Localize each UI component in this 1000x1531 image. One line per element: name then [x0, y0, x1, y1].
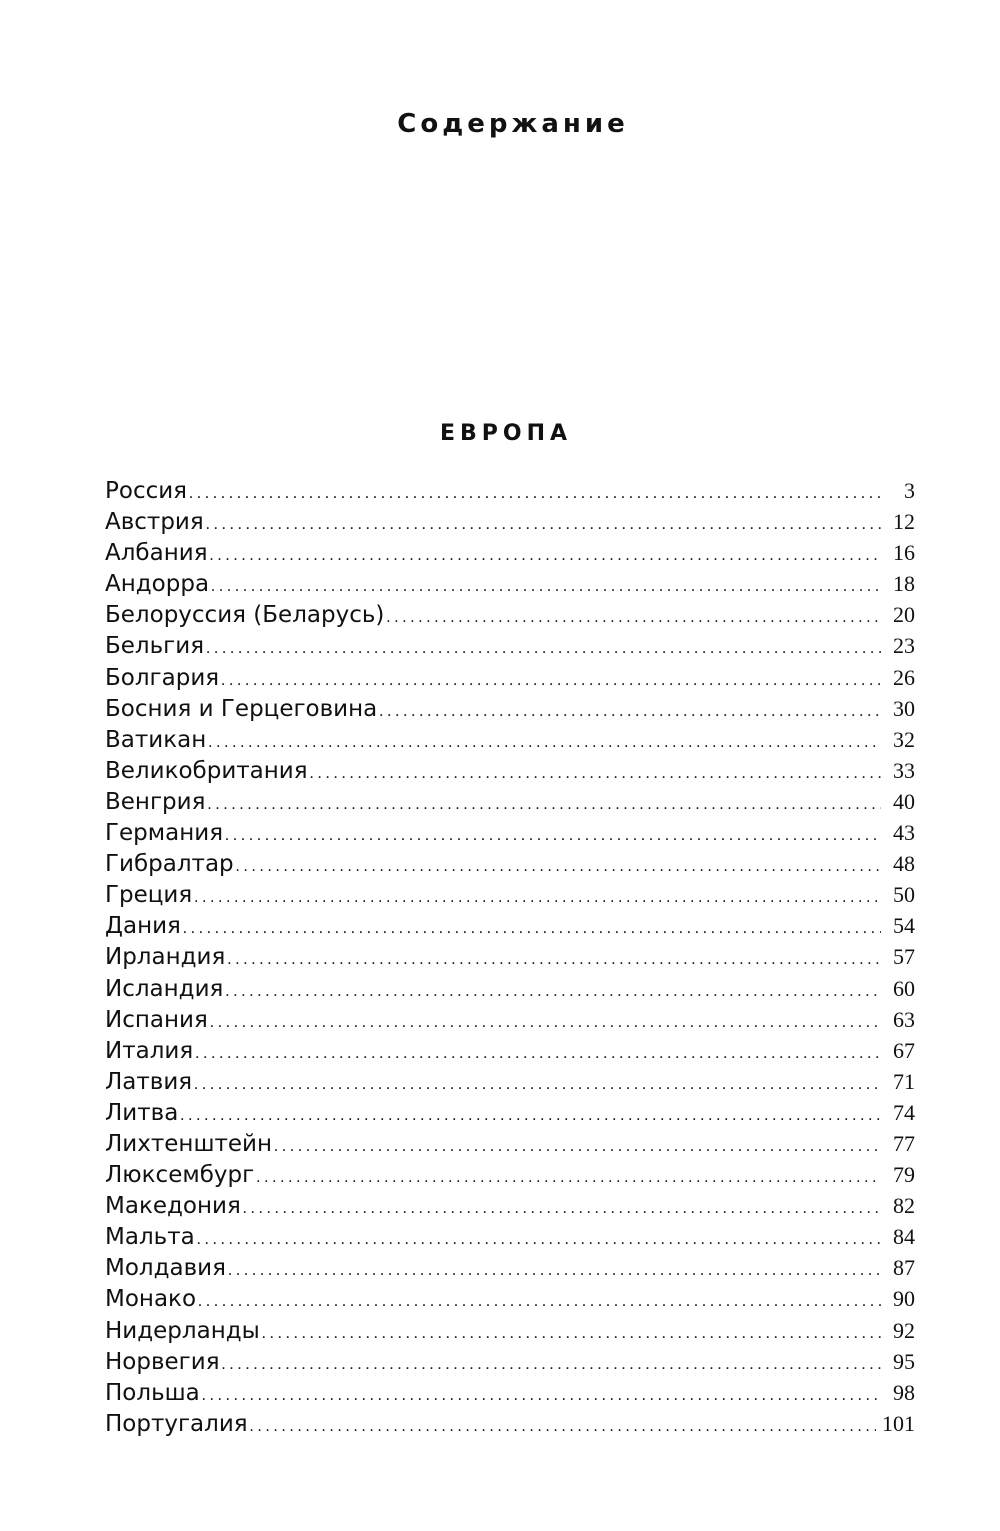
- toc-entry-title: Нидерланды: [105, 1317, 260, 1344]
- dot-leader: [225, 820, 881, 851]
- toc-entry-page-number: 26: [893, 664, 915, 690]
- toc-entry-title: Латвия: [105, 1068, 193, 1095]
- toc-entry-title: Македония: [105, 1193, 241, 1220]
- section-title: ЕВРОПА: [439, 421, 573, 446]
- toc-entry-page-number: 79: [893, 1162, 915, 1188]
- dot-leader: [211, 571, 881, 602]
- dot-leader: [225, 976, 881, 1007]
- dot-leader: [194, 882, 881, 913]
- toc-entry: [105, 1190, 915, 1221]
- toc-entry: [105, 1097, 915, 1128]
- toc-entry-page-number: 77: [893, 1130, 915, 1156]
- toc-entry: [105, 630, 915, 661]
- toc-entry: [105, 1066, 915, 1097]
- dot-leader: [206, 509, 881, 540]
- toc-entry: [105, 910, 915, 941]
- dot-leader: [197, 1224, 881, 1255]
- toc-entry-page-number: 71: [893, 1068, 915, 1094]
- toc-entry-page-number: 57: [893, 944, 915, 970]
- dot-leader: [206, 633, 881, 664]
- toc-entry-page-number: 50: [893, 882, 915, 908]
- toc-entry-title: Монако: [105, 1286, 197, 1313]
- toc-entry-title: Великобритания: [105, 757, 308, 784]
- toc-entry-page-number: 16: [893, 540, 915, 566]
- toc-entry-page-number: 84: [893, 1224, 915, 1250]
- toc-entry-page-number: 48: [893, 851, 915, 877]
- dot-leader: [210, 540, 881, 571]
- toc-entry-title: Бельгия: [105, 633, 205, 660]
- dot-leader: [222, 1349, 881, 1380]
- toc-entry-page-number: 87: [893, 1255, 915, 1281]
- toc-entry-title: Молдавия: [105, 1255, 226, 1282]
- dot-leader: [262, 1318, 881, 1349]
- toc-entry: [105, 1408, 915, 1439]
- toc-entry-page-number: 33: [893, 757, 915, 783]
- toc-entry-page-number: 63: [893, 1006, 915, 1032]
- toc-entry-title: Белоруссия (Беларусь): [105, 602, 385, 629]
- toc-entry: [105, 1159, 915, 1190]
- toc-entry: [105, 1128, 915, 1159]
- toc-entry-title: Россия: [105, 478, 188, 504]
- toc-entry: [105, 693, 915, 724]
- dot-leader: [221, 665, 881, 696]
- toc-entry-title: Австрия: [105, 509, 204, 536]
- dot-leader: [379, 696, 881, 727]
- toc-entry-page-number: 32: [893, 726, 915, 752]
- toc-entry: [105, 506, 915, 537]
- toc-entry-title: Ирландия: [105, 944, 226, 971]
- toc-entry-title: Германия: [105, 820, 224, 847]
- toc-entry-page-number: 40: [893, 788, 915, 814]
- dot-leader: [227, 944, 881, 975]
- toc-entry: [105, 1252, 915, 1283]
- dot-leader: [183, 913, 881, 944]
- toc-entry: [105, 568, 915, 599]
- toc-entry-page-number: 43: [893, 820, 915, 846]
- toc-entry-page-number: 101: [882, 1410, 915, 1436]
- toc-entry: [105, 973, 915, 1004]
- toc-entry: [105, 662, 915, 693]
- dot-leader: [250, 1411, 876, 1442]
- toc-entry-page-number: 30: [893, 695, 915, 721]
- toc-entry-page-number: 54: [893, 913, 915, 939]
- toc-entry-title: Албания: [105, 540, 208, 567]
- dot-leader: [310, 758, 881, 789]
- toc-entry-title: Дания: [105, 913, 181, 940]
- toc-entry-title: Ватикан: [105, 726, 207, 753]
- dot-leader: [243, 1193, 881, 1224]
- page-title: Содержание: [397, 109, 629, 139]
- toc-entry-page-number: 18: [893, 571, 915, 597]
- dot-leader: [236, 851, 881, 882]
- toc-entry-page-number: 95: [893, 1348, 915, 1374]
- toc-entry-title: Литва: [105, 1099, 179, 1126]
- toc-entry: [105, 1346, 915, 1377]
- dot-leader: [202, 1380, 881, 1411]
- toc-entry-title: Болгария: [105, 664, 220, 691]
- toc-entry-page-number: 74: [893, 1099, 915, 1125]
- toc-entry-title: Гибралтар: [105, 851, 234, 878]
- toc-entry-title: Мальта: [105, 1224, 195, 1251]
- dot-leader: [208, 727, 881, 758]
- toc-entry: [105, 879, 915, 910]
- toc-entry: [105, 537, 915, 568]
- toc-entry: [105, 1004, 915, 1035]
- toc-entry-title: Венгрия: [105, 788, 206, 815]
- toc-entry-title: Греция: [105, 882, 193, 909]
- toc-entry-title: Босния и Герцеговина: [105, 695, 378, 722]
- toc-entry-page-number: 60: [893, 975, 915, 1001]
- toc-entry-page-number: 90: [893, 1286, 915, 1312]
- toc-entry-title: Польша: [105, 1379, 200, 1406]
- toc-entry: [105, 599, 915, 630]
- toc-entry-title: Исландия: [105, 975, 224, 1002]
- dot-leader: [194, 1069, 881, 1100]
- dot-leader: [180, 1100, 881, 1131]
- dot-leader: [207, 789, 881, 820]
- toc-entry-title: Италия: [105, 1037, 194, 1064]
- toc-entry-page-number: 3: [904, 478, 915, 503]
- dot-leader: [228, 1255, 881, 1286]
- toc-entry: [105, 848, 915, 879]
- toc-entry-title: Норвегия: [105, 1348, 220, 1375]
- toc-entry-page-number: 23: [893, 633, 915, 659]
- toc-entry-title: Испания: [105, 1006, 208, 1033]
- toc-entry-page-number: 92: [893, 1317, 915, 1343]
- toc-entry-page-number: 20: [893, 602, 915, 628]
- dot-leader: [386, 602, 881, 633]
- toc-entry: [105, 1221, 915, 1252]
- toc-entry-title: Люксембург: [105, 1162, 255, 1189]
- toc-entry-page-number: 82: [893, 1193, 915, 1219]
- toc-entry: [105, 786, 915, 817]
- dot-leader: [198, 1286, 881, 1317]
- toc-entry-page-number: 67: [893, 1037, 915, 1063]
- toc-entry: [105, 755, 915, 786]
- dot-leader: [274, 1131, 881, 1162]
- toc-entry: [105, 941, 915, 972]
- dot-leader: [256, 1162, 881, 1193]
- toc-entry: [105, 1315, 915, 1346]
- toc-entry: [105, 1283, 915, 1314]
- dot-leader: [189, 478, 881, 509]
- dot-leader: [210, 1007, 881, 1038]
- toc-entry-page-number: 12: [893, 509, 915, 535]
- toc-entry: [105, 817, 915, 848]
- toc-entry-title: Лихтенштейн: [105, 1130, 273, 1157]
- toc-entry: [105, 724, 915, 755]
- toc-entry-title: Португалия: [105, 1410, 248, 1437]
- toc-entry: [105, 1377, 915, 1408]
- toc-entry-page-number: 98: [893, 1379, 915, 1405]
- toc-entry-title: Андорра: [105, 571, 210, 598]
- table-of-contents: [105, 475, 915, 1439]
- toc-entry: [105, 475, 915, 506]
- dot-leader: [195, 1038, 881, 1069]
- toc-entry: [105, 1035, 915, 1066]
